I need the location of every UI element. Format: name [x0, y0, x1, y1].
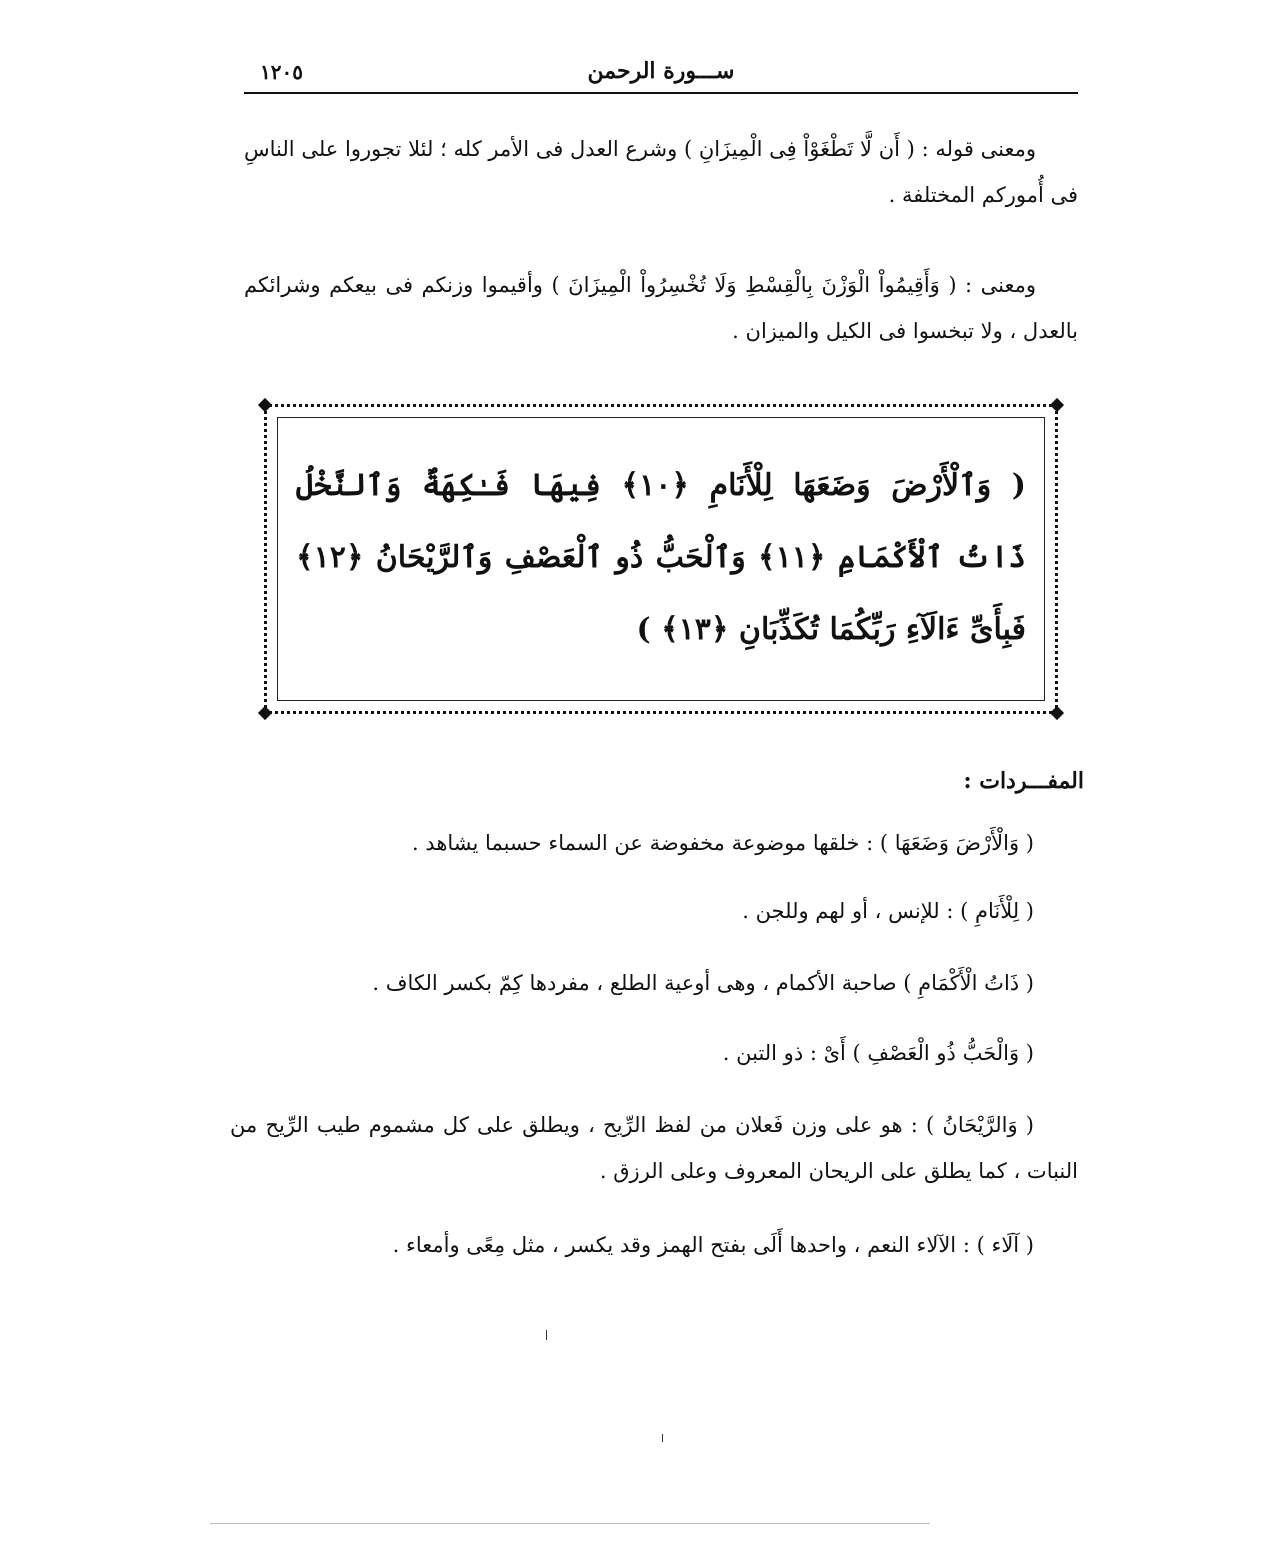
commentary-paragraph: ومعنى : ( وَأَقِيمُواْ الْوَزْنَ بِالْقِسْطِ وَلَا تُخْسِرُواْ الْمِيزَانَ ) وأقيموا وزنكم فى بيعكم وشرائكم بالعدل ، ولا تبخسوا فى الكيل والميزان .	[244, 273, 1078, 343]
vocabulary-entry: ( وَالْحَبُّ ذُو الْعَصْفِ ) أَىْ : ذو التبن .	[722, 1041, 1034, 1065]
scan-edge-line	[210, 1523, 930, 1524]
frame-corner-ornament	[1050, 706, 1064, 720]
commentary-paragraph: ومعنى قوله : ( أَن لَّا تَطْغَوْاْ فِى الْمِيزَانِ ) وشرع العدل فى الأمر كله ؛ لئلا تجوروا على الناسِ فى أُموركم المختلفة .	[244, 137, 1078, 207]
frame-corner-ornament	[258, 398, 272, 412]
page-number: ١٢٠٥	[260, 60, 303, 84]
page-header	[244, 52, 1078, 94]
frame-corner-ornament	[1050, 398, 1064, 412]
vocabulary-entry: ( لِلْأَنَامِ ) : للإنس ، أو لهم وللجن .	[742, 899, 1034, 923]
vocabulary-entry: ( آلَاء ) : الآلاء النعم ، واحدها أَلَى بفتح الهمز وقد يكسر ، مثل مِعًى وأمعاء .	[392, 1233, 1034, 1257]
vocabulary-entry: ( ذَاتُ الْأَكْمَامِ ) صاحبة الأكمام ، وهى أوعية الطلع ، مفردها كِمّ بكسر الكاف .	[372, 971, 1034, 995]
frame-corner-ornament	[258, 706, 272, 720]
vocabulary-entry: ( وَالرَّيْحَانُ ) : هو على وزن فَعلان من لفظ الرِّيح ، ويطلق على كل مشموم طيب الرِّيح من النبات ، كما يطلق على الريحان المعروف وعلى الرزق .	[230, 1113, 1078, 1183]
vocabulary-heading: المفـــردات :	[963, 768, 1084, 794]
scan-speck	[662, 1434, 663, 1442]
vocabulary-entry: ( وَالْأَرْضَ وَضَعَهَا ) : خلقها موضوعة مخفوضة عن السماء حسبما يشاهد .	[411, 831, 1034, 855]
quran-verse: ( وَٱلْأَرْضَ وَضَعَهَا لِلْأَنَامِ ﴿١٠﴾ فِيهَا فَـٰكِهَةٌ وَٱلنَّخْلُ ذَاتُ ٱلْأَكْمَامِ ﴿١١﴾ وَٱلْحَبُّ ذُو ٱلْعَصْفِ وَٱلرَّيْحَانُ ﴿١٢﴾ فَبِأَىِّ ءَالَآءِ رَبِّكُمَا تُكَذِّبَانِ ﴿١٣﴾ )	[296, 468, 1026, 647]
scan-speck	[546, 1330, 547, 1340]
surah-title: ســـورة الرحمن	[587, 58, 735, 84]
